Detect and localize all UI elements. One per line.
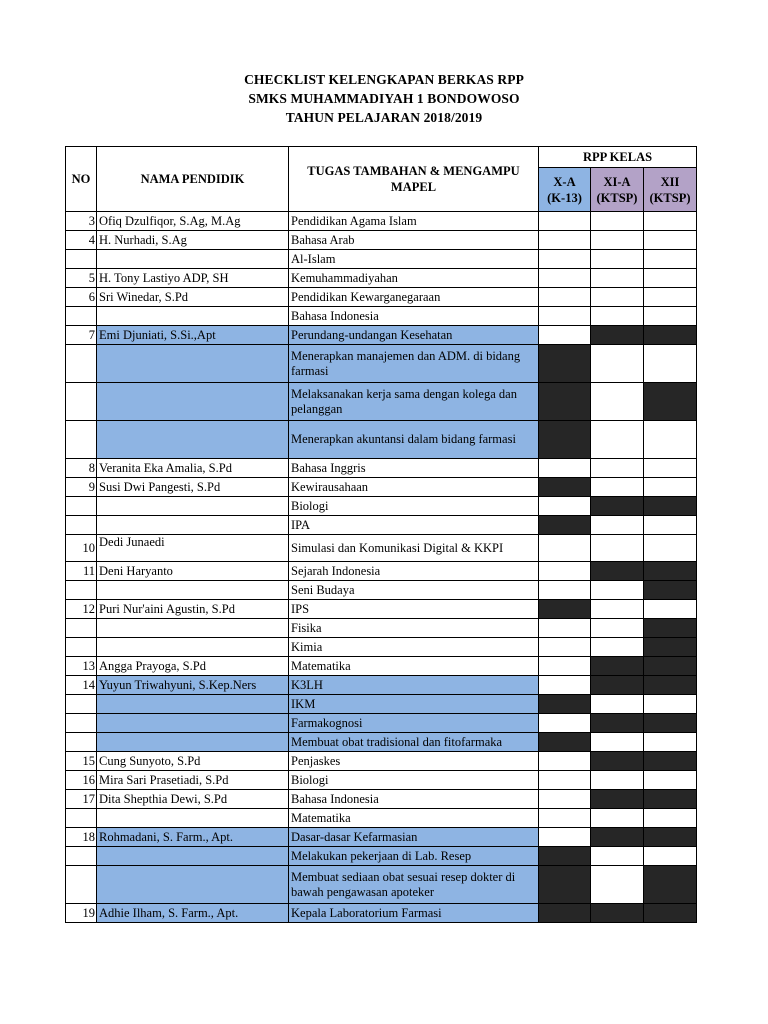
teacher-name: H. Nurhadi, S.Ag [97,231,289,250]
checkbox-xi-a[interactable] [591,847,644,866]
checkbox-xii[interactable] [644,459,697,478]
row-number: 15 [66,752,97,771]
checkbox-xii[interactable] [644,733,697,752]
teacher-name [97,250,289,269]
checkbox-xii[interactable] [644,638,697,657]
checkbox-xii[interactable] [644,497,697,516]
checkbox-x-a[interactable] [539,562,591,581]
col-header-xii-line2: (KTSP) [649,190,691,205]
checkbox-xi-a[interactable] [591,421,644,459]
checkbox-xii[interactable] [644,619,697,638]
table-row [66,581,697,600]
subject-task: Pendidikan Kewarganegaraan [289,288,539,307]
row-number [66,383,97,421]
academic-year: TAHUN PELAJARAN 2018/2019 [285,110,483,125]
subject-task: Kepala Laboratorium Farmasi [289,904,539,923]
subject-task: Bahasa Arab [289,231,539,250]
row-number: 8 [66,459,97,478]
checkbox-xi-a[interactable] [591,459,644,478]
table-row [66,638,697,657]
teacher-name: Rohmadani, S. Farm., Apt. [97,828,289,847]
checkbox-x-a[interactable] [539,904,591,923]
table-row [66,771,697,790]
table-row [66,478,697,497]
checkbox-x-a[interactable] [539,676,591,695]
teacher-name [97,421,289,459]
checkbox-xii[interactable] [644,600,697,619]
checkbox-x-a[interactable] [539,250,591,269]
row-number [66,619,97,638]
table-row [66,866,697,904]
checkbox-xi-a[interactable] [591,638,644,657]
col-header-xi-a-line1: XI-A [603,174,631,189]
checkbox-xi-a[interactable] [591,733,644,752]
row-number: 5 [66,269,97,288]
checkbox-xii[interactable] [644,828,697,847]
teacher-name: Mira Sari Prasetiadi, S.Pd [97,771,289,790]
row-number [66,497,97,516]
table-row [66,714,697,733]
table-row [66,307,697,326]
subject-task: Seni Budaya [289,581,539,600]
subject-task: Biologi [289,497,539,516]
checkbox-xi-a[interactable] [591,269,644,288]
checkbox-xii[interactable] [644,676,697,695]
subject-task: Kimia [289,638,539,657]
checkbox-x-a[interactable] [539,600,591,619]
checkbox-xi-a[interactable] [591,231,644,250]
checkbox-xii[interactable] [644,269,697,288]
teacher-name: Puri Nur'aini Agustin, S.Pd [97,600,289,619]
checkbox-xi-a[interactable] [591,657,644,676]
checkbox-x-a[interactable] [539,231,591,250]
table-row [66,790,697,809]
row-number: 3 [66,212,97,231]
checkbox-x-a[interactable] [539,790,591,809]
checkbox-xii[interactable] [644,866,697,904]
subject-task: Membuat obat tradisional dan fitofarmaka [289,733,539,752]
subject-task: K3LH [289,676,539,695]
subject-task: Pendidikan Agama Islam [289,212,539,231]
subject-task: Penjaskes [289,752,539,771]
checkbox-x-a[interactable] [539,619,591,638]
teacher-name [97,581,289,600]
subject-task: Kewirausahaan [289,478,539,497]
checkbox-x-a[interactable] [539,516,591,535]
checkbox-xi-a[interactable] [591,516,644,535]
subject-task: Kemuhammadiyahan [289,269,539,288]
row-number: 18 [66,828,97,847]
table-row [66,383,697,421]
col-header-xi-a [591,168,644,212]
table-row [66,231,697,250]
school-name: SMKS MUHAMMADIYAH 1 BONDOWOSO [248,91,520,106]
checkbox-xi-a[interactable] [591,714,644,733]
checkbox-xii[interactable] [644,657,697,676]
checkbox-xii[interactable] [644,212,697,231]
checkbox-xii[interactable] [644,695,697,714]
row-number [66,421,97,459]
checkbox-x-a[interactable] [539,478,591,497]
row-number: 16 [66,771,97,790]
row-number [66,638,97,657]
teacher-name: Yuyun Triwahyuni, S.Kep.Ners [97,676,289,695]
table-row [66,657,697,676]
checkbox-xii[interactable] [644,478,697,497]
col-header-rpp-kelas: RPP KELAS [539,147,697,168]
row-number [66,809,97,828]
table-row [66,288,697,307]
checkbox-xi-a[interactable] [591,497,644,516]
row-number: 12 [66,600,97,619]
subject-task: Menerapkan akuntansi dalam bidang farmasi [289,421,539,459]
row-number [66,581,97,600]
checkbox-x-a[interactable] [539,269,591,288]
checkbox-xi-a[interactable] [591,383,644,421]
row-number [66,250,97,269]
checkbox-xii[interactable] [644,581,697,600]
table-row [66,752,697,771]
row-number: 14 [66,676,97,695]
teacher-name [97,383,289,421]
checkbox-x-a[interactable] [539,326,591,345]
checkbox-xi-a[interactable] [591,600,644,619]
teacher-name: Dita Shepthia Dewi, S.Pd [97,790,289,809]
checkbox-x-a[interactable] [539,809,591,828]
checkbox-xii[interactable] [644,288,697,307]
row-number: 7 [66,326,97,345]
subject-task: Bahasa Indonesia [289,307,539,326]
table-row [66,828,697,847]
table-row [66,421,697,459]
table-row [66,600,697,619]
subject-task: Melaksanakan kerja sama dengan kolega dan pelanggan [289,383,539,421]
checkbox-xii[interactable] [644,904,697,923]
checkbox-x-a[interactable] [539,752,591,771]
checkbox-xii[interactable] [644,421,697,459]
checkbox-xii[interactable] [644,250,697,269]
table-row [66,619,697,638]
subject-task: Menerapkan manajemen dan ADM. di bidang farmasi [289,345,539,383]
table-row [66,497,697,516]
checkbox-xii[interactable] [644,809,697,828]
table-row [66,676,697,695]
row-number [66,345,97,383]
subject-task: Sejarah Indonesia [289,562,539,581]
subject-task: IPS [289,600,539,619]
checkbox-xi-a[interactable] [591,250,644,269]
row-number [66,695,97,714]
row-number: 6 [66,288,97,307]
row-number: 17 [66,790,97,809]
checkbox-x-a[interactable] [539,733,591,752]
subject-task: Bahasa Inggris [289,459,539,478]
doc-title: CHECKLIST KELENGKAPAN BERKAS RPP [244,72,524,87]
subject-task: Matematika [289,657,539,676]
checkbox-xi-a[interactable] [591,288,644,307]
checkbox-x-a[interactable] [539,714,591,733]
checkbox-xi-a[interactable] [591,904,644,923]
row-number: 9 [66,478,97,497]
table-row [66,904,697,923]
col-header-name: NAMA PENDIDIK [97,147,289,212]
table-row [66,326,697,345]
checkbox-xii[interactable] [644,714,697,733]
teacher-name: Deni Haryanto [97,562,289,581]
teacher-name: Dedi Junaedi [97,535,289,562]
row-number [66,516,97,535]
table-row [66,695,697,714]
checkbox-x-a[interactable] [539,828,591,847]
row-number [66,307,97,326]
subject-task: Simulasi dan Komunikasi Digital & KKPI [289,535,539,562]
row-number: 11 [66,562,97,581]
subject-task: Matematika [289,809,539,828]
table-row [66,562,697,581]
checkbox-xi-a[interactable] [591,752,644,771]
checkbox-x-a[interactable] [539,771,591,790]
checkbox-xi-a[interactable] [591,828,644,847]
checkbox-x-a[interactable] [539,866,591,904]
table-row [66,847,697,866]
checkbox-xi-a[interactable] [591,326,644,345]
teacher-name: Cung Sunyoto, S.Pd [97,752,289,771]
row-number [66,714,97,733]
table-row [66,345,697,383]
col-header-xii-line1: XII [660,174,680,189]
checkbox-x-a[interactable] [539,535,591,562]
subject-task: Melakukan pekerjaan di Lab. Resep [289,847,539,866]
checkbox-x-a[interactable] [539,638,591,657]
checkbox-xi-a[interactable] [591,478,644,497]
checkbox-x-a[interactable] [539,421,591,459]
row-number: 19 [66,904,97,923]
teacher-name: H. Tony Lastiyo ADP, SH [97,269,289,288]
checkbox-xi-a[interactable] [591,809,644,828]
teacher-name [97,733,289,752]
checkbox-xii[interactable] [644,345,697,383]
checkbox-x-a[interactable] [539,581,591,600]
col-header-x-a [539,168,591,212]
table-row [66,535,697,562]
checkbox-x-a[interactable] [539,383,591,421]
teacher-name [97,516,289,535]
subject-task: IKM [289,695,539,714]
subject-task: Biologi [289,771,539,790]
table-body [66,212,697,923]
checkbox-xii[interactable] [644,790,697,809]
checkbox-xi-a[interactable] [591,866,644,904]
row-number [66,733,97,752]
row-number: 13 [66,657,97,676]
checkbox-xii[interactable] [644,771,697,790]
col-header-no: NO [66,147,97,212]
checkbox-xi-a[interactable] [591,695,644,714]
teacher-name: Veranita Eka Amalia, S.Pd [97,459,289,478]
teacher-name [97,497,289,516]
table-row [66,516,697,535]
checkbox-xii[interactable] [644,516,697,535]
teacher-name [97,345,289,383]
checkbox-xii[interactable] [644,231,697,250]
checkbox-x-a[interactable] [539,847,591,866]
col-header-task: TUGAS TAMBAHAN & MENGAMPU MAPEL [289,147,539,212]
table-row [66,269,697,288]
subject-task: Bahasa Indonesia [289,790,539,809]
subject-task: Membuat sediaan obat sesuai resep dokter di bawah pengawasan apoteker [289,866,539,904]
checkbox-x-a[interactable] [539,657,591,676]
teacher-name: Emi Djuniati, S.Si.,Apt [97,326,289,345]
teacher-name [97,619,289,638]
subject-task: Fisika [289,619,539,638]
teacher-name [97,695,289,714]
checkbox-xii[interactable] [644,562,697,581]
subject-task: Dasar-dasar Kefarmasian [289,828,539,847]
rpp-checklist-table [65,146,697,923]
col-header-xi-a-line2: (KTSP) [596,190,638,205]
col-header-x-a-line1: X-A [553,174,576,189]
teacher-name: Ofiq Dzulfiqor, S.Ag, M.Ag [97,212,289,231]
subject-task: Al-Islam [289,250,539,269]
checkbox-x-a[interactable] [539,695,591,714]
teacher-name: Susi Dwi Pangesti, S.Pd [97,478,289,497]
row-number: 10 [66,535,97,562]
checkbox-xi-a[interactable] [591,345,644,383]
teacher-name: Angga Prayoga, S.Pd [97,657,289,676]
subject-task: Farmakognosi [289,714,539,733]
checkbox-xi-a[interactable] [591,771,644,790]
teacher-name [97,809,289,828]
checkbox-xii[interactable] [644,383,697,421]
checkbox-xii[interactable] [644,752,697,771]
checkbox-xi-a[interactable] [591,581,644,600]
row-number [66,847,97,866]
teacher-name [97,714,289,733]
checkbox-x-a[interactable] [539,345,591,383]
checkbox-xii[interactable] [644,307,697,326]
col-header-x-a-line2: (K-13) [547,190,582,205]
checkbox-xi-a[interactable] [591,619,644,638]
checkbox-xii[interactable] [644,535,697,562]
checkbox-xi-a[interactable] [591,307,644,326]
checkbox-x-a[interactable] [539,307,591,326]
checkbox-xi-a[interactable] [591,790,644,809]
teacher-name [97,307,289,326]
row-number [66,866,97,904]
checkbox-xii[interactable] [644,326,697,345]
subject-task: IPA [289,516,539,535]
table-row [66,809,697,828]
table-row [66,212,697,231]
teacher-name [97,847,289,866]
teacher-name [97,638,289,657]
checkbox-x-a[interactable] [539,459,591,478]
checkbox-xi-a[interactable] [591,562,644,581]
table-row [66,459,697,478]
row-number: 4 [66,231,97,250]
table-row [66,733,697,752]
checkbox-xi-a[interactable] [591,212,644,231]
checkbox-xi-a[interactable] [591,535,644,562]
subject-task: Perundang-undangan Kesehatan [289,326,539,345]
checkbox-x-a[interactable] [539,288,591,307]
checkbox-x-a[interactable] [539,212,591,231]
table-row [66,250,697,269]
checkbox-x-a[interactable] [539,497,591,516]
checkbox-xii[interactable] [644,847,697,866]
teacher-name [97,866,289,904]
checkbox-xi-a[interactable] [591,676,644,695]
teacher-name: Adhie Ilham, S. Farm., Apt. [97,904,289,923]
col-header-xii [644,168,697,212]
teacher-name: Sri Winedar, S.Pd [97,288,289,307]
